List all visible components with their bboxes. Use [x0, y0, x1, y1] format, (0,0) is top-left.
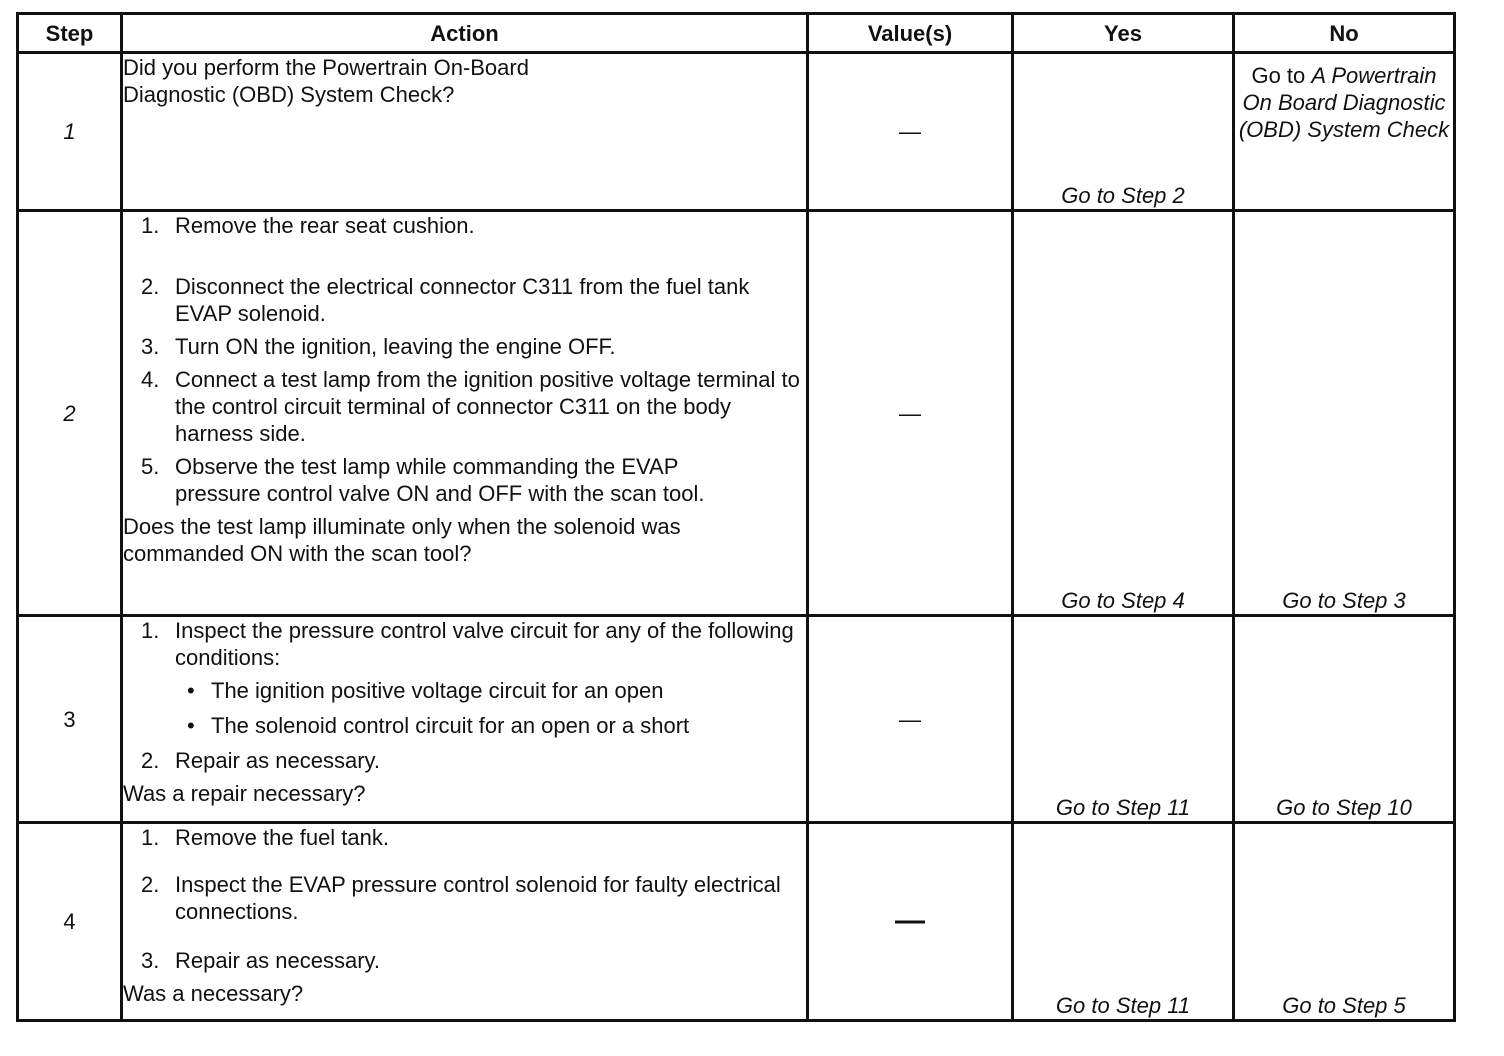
header-step: Step: [18, 14, 122, 53]
diagnostic-table: [16, 12, 1456, 1022]
action-cell: [122, 53, 808, 211]
header-row: [18, 14, 1455, 53]
table-row: [18, 53, 1455, 211]
action-step: Observe the test lamp while commanding the EVAP pressure control valve ON and OFF with the scan tool.: [175, 454, 705, 506]
no-cell: Go to Step 5: [1234, 823, 1455, 1021]
action-cell: [122, 616, 808, 823]
yes-cell: Go to Step 11: [1013, 616, 1234, 823]
no-cell: [1234, 53, 1455, 211]
value-cell: —: [808, 211, 1013, 616]
condition-list: [175, 677, 806, 739]
action-question: Was a necessary?: [123, 981, 304, 1006]
action-step: Remove the fuel tank.: [175, 825, 390, 850]
yes-cell: Go to Step 2: [1013, 53, 1234, 211]
action-steps: [123, 212, 806, 507]
action-step: Repair as necessary.: [175, 948, 381, 973]
table-row: [18, 616, 1455, 823]
action-step: Turn ON the ignition, leaving the engine OFF.: [175, 334, 616, 359]
header-values: Value(s): [808, 14, 1013, 53]
no-prefix: Go to: [1251, 63, 1312, 88]
table-row: [18, 823, 1455, 1021]
action-step: [141, 617, 806, 739]
header-yes: Yes: [1013, 14, 1234, 53]
action-step: Repair as necessary.: [175, 748, 381, 773]
header-no: No: [1234, 14, 1455, 53]
action-question: Does the test lamp illuminate only when the solenoid was commanded ON with the scan tool?: [123, 514, 681, 566]
header-action: Action: [122, 14, 808, 53]
no-link-text: A Powertrain On Board Diagnostic (OBD) System Check: [1238, 63, 1450, 142]
value-cell: —: [808, 616, 1013, 823]
action-step: Inspect the EVAP pressure control solenoid for faulty electrical connections.: [175, 872, 781, 924]
condition-item: • The ignition positive voltage circuit for an open: [175, 677, 806, 704]
value-cell: —: [808, 53, 1013, 211]
action-question: Did you perform the Powertrain On-Board Diagnostic (OBD) System Check?: [123, 55, 529, 107]
value-dash: —: [895, 904, 925, 937]
action-cell: [122, 823, 808, 1021]
condition-item: • The solenoid control circuit for an open or a short: [175, 712, 806, 739]
action-step-text: Inspect the pressure control valve circuit for any of the following conditions:: [175, 618, 794, 670]
no-cell: Go to Step 3: [1234, 211, 1455, 616]
action-step: Connect a test lamp from the ignition positive voltage terminal to the control circuit terminal of connector C311 on the body harness side.: [175, 367, 800, 446]
yes-cell: Go to Step 11: [1013, 823, 1234, 1021]
step-number: 2: [18, 211, 122, 616]
action-cell: [122, 211, 808, 616]
step-number: 3: [18, 616, 122, 823]
step-number: 4: [18, 823, 122, 1021]
action-question: Was a repair necessary?: [123, 781, 366, 806]
action-steps: [123, 824, 806, 974]
action-step: Disconnect the electrical connector C311 from the fuel tank EVAP solenoid.: [175, 274, 750, 326]
action-step: Remove the rear seat cushion.: [175, 213, 475, 238]
step-number: 1: [18, 53, 122, 211]
yes-cell: Go to Step 4: [1013, 211, 1234, 616]
action-steps: [123, 617, 806, 774]
value-cell: [808, 823, 1013, 1021]
no-cell: Go to Step 10: [1234, 616, 1455, 823]
table-row: [18, 211, 1455, 616]
